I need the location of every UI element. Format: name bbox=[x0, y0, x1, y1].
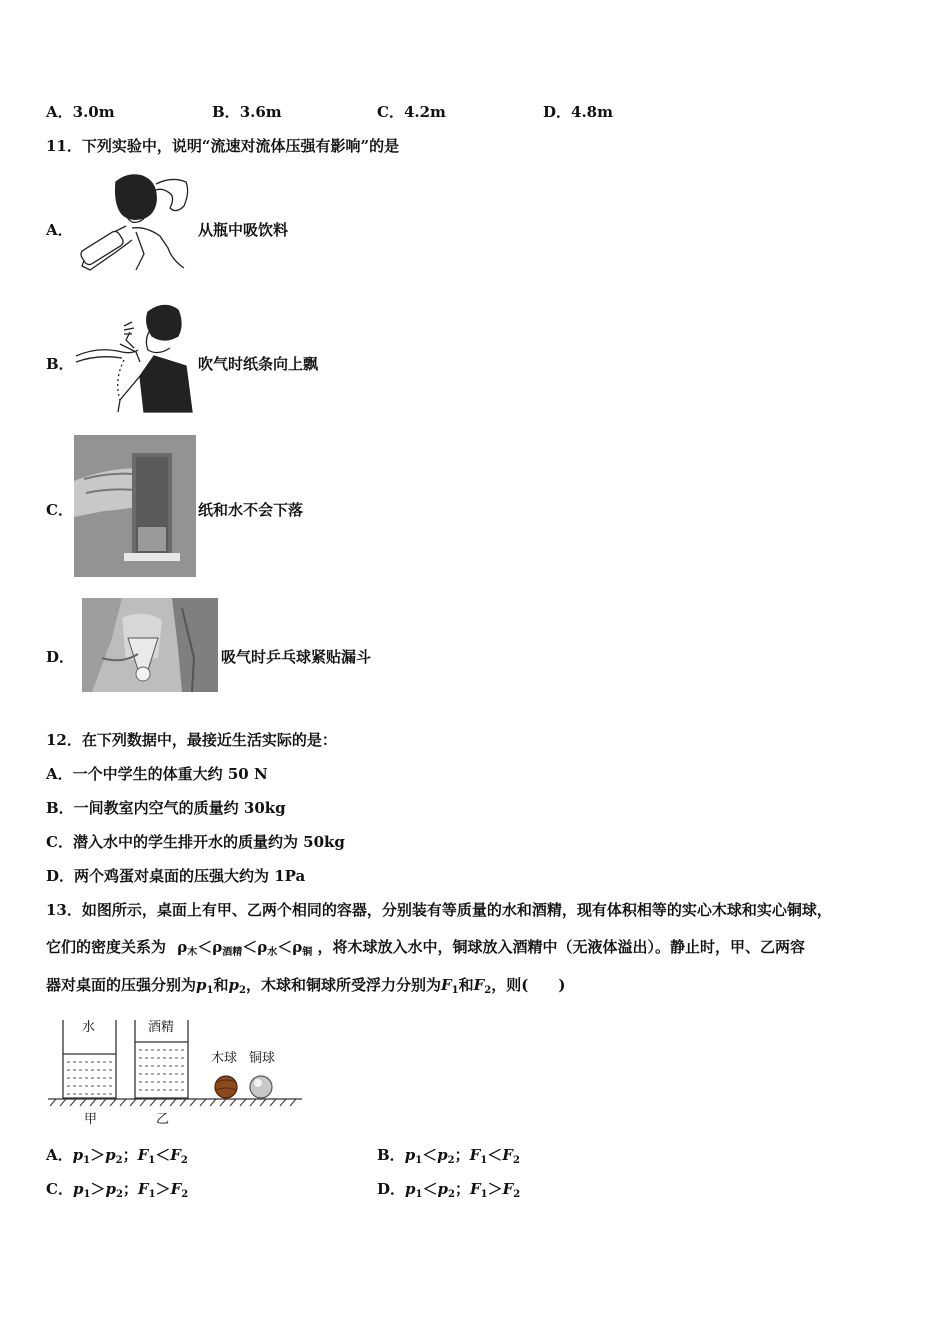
q11-stem: 11．下列实验中，说明“流速对流体压强有影响”的是 bbox=[46, 137, 400, 155]
wood-ball-label: 木球 bbox=[211, 1051, 238, 1066]
q13-option-c[interactable]: C．$p_1>p_2$；$F_1>F_2$ bbox=[46, 1180, 189, 1200]
q11-option-c-caption: 纸和水不会下落 bbox=[198, 501, 304, 519]
q12-stem: 12．在下列数据中，最接近生活实际的是： bbox=[46, 731, 337, 749]
wood-ball bbox=[215, 1076, 237, 1098]
q12-option-b[interactable]: B．一间教室内空气的质量约 30kg bbox=[46, 799, 286, 817]
copper-ball-label: 铜球 bbox=[249, 1051, 276, 1066]
q12-option-c[interactable]: C．潜入水中的学生排开水的质量约为 50kg bbox=[46, 833, 345, 851]
q13-stem-line3: 器对桌面的压强分别为$p_1$和$p_2$，木球和铜球所受浮力分别为$F_1$和$F_2$，则( ) bbox=[46, 976, 566, 996]
q10-option-c[interactable]: C．4.2m bbox=[377, 103, 446, 121]
funnel-ping-pong-photo bbox=[82, 598, 218, 692]
q11-option-a-letter[interactable]: A． bbox=[46, 221, 73, 239]
q11-option-d-letter[interactable]: D． bbox=[46, 648, 75, 666]
q10-option-a[interactable]: A．3.0m bbox=[46, 103, 115, 121]
q12-option-d[interactable]: D．两个鸡蛋对桌面的压强大约为 1Pa bbox=[46, 867, 306, 885]
q13-option-d[interactable]: D．$p_1<p_2$；$F_1>F_2$ bbox=[377, 1180, 521, 1200]
q13-stem-line2: 它们的密度关系为 $\rho_木<\rho_{酒精}<\rho_水<\rho_铜$ ，将木球放入水中，铜球放入酒精中（无液体溢出）。静止时，甲、乙两容 bbox=[46, 938, 805, 958]
copper-ball bbox=[250, 1076, 272, 1098]
q11-option-a-caption: 从瓶中吸饮料 bbox=[198, 221, 289, 239]
q13-option-b[interactable]: B．$p_1<p_2$；$F_1<F_2$ bbox=[377, 1146, 520, 1166]
alcohol-label: 酒精 bbox=[148, 1020, 175, 1035]
q12-option-a[interactable]: A．一个中学生的体重大约 50 N bbox=[46, 765, 268, 783]
q11-option-d-caption: 吸气时乒乓球紧贴漏斗 bbox=[221, 648, 372, 666]
water-label: 水 bbox=[82, 1020, 96, 1035]
container-jia-label: 甲 bbox=[84, 1112, 98, 1127]
q11-option-b-letter[interactable]: B． bbox=[46, 355, 74, 373]
containers-and-balls-figure bbox=[46, 1010, 306, 1128]
q11-option-c-letter[interactable]: C． bbox=[46, 501, 73, 519]
girl-drinking-bottle-illustration bbox=[76, 170, 196, 274]
inverted-glass-with-paper-photo bbox=[74, 435, 196, 577]
q11-option-b-caption: 吹气时纸条向上飘 bbox=[198, 355, 319, 373]
q13-stem-line1: 13．如图所示，桌面上有甲、乙两个相同的容器，分别装有等质量的水和酒精，现有体积相等的实心木球和实心铜球， bbox=[46, 901, 832, 919]
boy-blowing-paper-strip-illustration bbox=[74, 300, 196, 414]
q10-option-b[interactable]: B．3.6m bbox=[212, 103, 282, 121]
q10-option-d[interactable]: D．4.8m bbox=[543, 103, 613, 121]
container-yi-label: 乙 bbox=[156, 1112, 170, 1127]
q13-option-a[interactable]: A．$p_1>p_2$；$F_1<F_2$ bbox=[46, 1146, 188, 1166]
